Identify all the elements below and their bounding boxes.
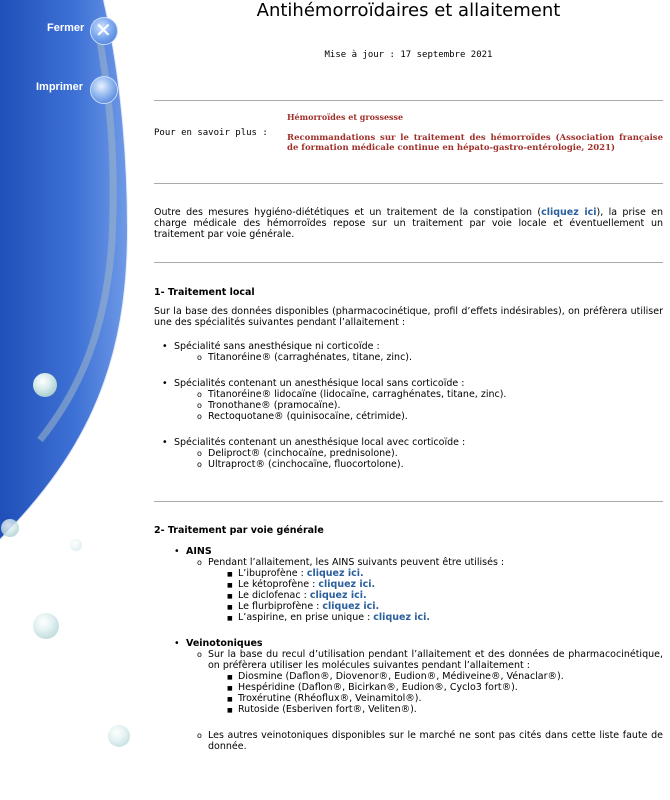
list-item: o Rectoquotane® (quinisocaïne, cétrimide). bbox=[208, 411, 654, 422]
drug-name: L’ibuprofène : bbox=[238, 568, 307, 579]
list-item bbox=[186, 546, 663, 623]
list-item bbox=[238, 590, 663, 601]
page-title: Antihémorroïdaires et allaitement bbox=[256, 0, 561, 21]
list-item bbox=[208, 557, 663, 623]
section2-title: 2- Traitement par voie générale bbox=[154, 525, 324, 536]
veino-text: Sur la base du recul d’utilisation pendant l’allaitement et des données de pharmacocinétique, on préfèrera utiliser les molécules suivantes pendant l’allaitement : bbox=[208, 649, 663, 671]
list-item bbox=[238, 568, 663, 579]
separator bbox=[154, 262, 663, 263]
separator bbox=[154, 100, 663, 101]
constipation-link[interactable]: cliquez ici bbox=[541, 207, 597, 218]
list-item bbox=[238, 601, 663, 612]
group-label: Spécialités contenant un anesthésique local sans corticoïde : bbox=[174, 378, 465, 389]
pregnancy-link[interactable]: Hémorroïdes et grossesse bbox=[287, 112, 404, 122]
separator bbox=[154, 501, 663, 502]
drug-name: L’aspirine, en prise unique : bbox=[238, 612, 374, 623]
recommendations-link[interactable]: Recommandations sur le traitement des hémorroïdes (Association française de formation médicale continue en hépato-gastro-entérologie, 2021) bbox=[287, 133, 663, 153]
list-item bbox=[174, 378, 654, 422]
group-label: Spécialité sans anesthésique ni corticoïde : bbox=[174, 341, 380, 352]
drug-link[interactable]: cliquez ici. bbox=[322, 601, 380, 612]
intro-text: Outre des mesures hygiéno-diététiques et un traitement de la constipation ( bbox=[154, 207, 542, 218]
close-label[interactable]: Fermer bbox=[47, 22, 85, 34]
separator bbox=[154, 183, 663, 184]
list-item: o Titanoréine® lidocaïne (lidocaïne, carraghénates, titane, zinc). bbox=[208, 389, 654, 400]
print-icon[interactable] bbox=[90, 76, 118, 104]
drug-link[interactable]: cliquez ici. bbox=[306, 568, 364, 579]
list-item bbox=[238, 612, 663, 623]
list-item: o Deliproct® (cinchocaïne, prednisolone). bbox=[208, 448, 654, 459]
veino-label: Veinotoniques bbox=[186, 638, 263, 649]
list-item: o Ultraproct® (cinchocaïne, fluocortolone). bbox=[208, 459, 654, 470]
intro-paragraph bbox=[154, 207, 663, 240]
list-item: o Titanoréine® (carraghénates, titane, zinc). bbox=[208, 352, 654, 363]
list-item bbox=[238, 579, 663, 590]
sidebar bbox=[0, 0, 135, 800]
update-date: Mise à jour : 17 septembre 2021 bbox=[324, 50, 493, 60]
drug-name: Le flurbiprofène : bbox=[238, 601, 323, 612]
drug-name: Le kétoprofène : bbox=[238, 579, 319, 590]
list-item: o Tronothane® (pramocaïne). bbox=[208, 400, 654, 411]
section1-text: Sur la base des données disponibles (pharmacocinétique, profil d’effets indésirables), on préfèrera utiliser une des spécialités suivantes pendant l’allaitement : bbox=[154, 306, 663, 328]
ains-label: AINS bbox=[186, 546, 212, 557]
print-label[interactable]: Imprimer bbox=[36, 81, 84, 93]
drug-link[interactable]: cliquez ici. bbox=[309, 590, 367, 601]
intro-text-end: ), la prise en charge médicale des hémorroïdes repose sur un traitement par voie locale et éventuellement un traitement par voie générale. bbox=[154, 207, 664, 240]
group-label: Spécialités contenant un anesthésique local avec corticoïde : bbox=[174, 437, 466, 448]
list-item bbox=[174, 341, 654, 363]
list-item: ■ Troxérutine (Rhéoflux®, Veinamitol®). bbox=[238, 693, 663, 704]
main-content bbox=[154, 0, 663, 800]
drug-name: Le diclofenac : bbox=[238, 590, 310, 601]
section1-title: 1- Traitement local bbox=[154, 287, 255, 298]
list-item bbox=[174, 437, 654, 470]
list-item: ■ Rutoside (Esberiven fort®, Veliten®). bbox=[238, 704, 663, 715]
list-item bbox=[208, 649, 663, 715]
list-item bbox=[186, 638, 663, 752]
sidebar-background bbox=[0, 0, 135, 800]
drug-link[interactable]: cliquez ici. bbox=[318, 579, 376, 590]
local-treatments bbox=[174, 341, 654, 470]
list-item: ■ Diosmine (Daflon®, Diovenor®, Eudion®, Médiveine®, Vénaclar®). bbox=[238, 671, 663, 682]
more-info-label: Pour en savoir plus : bbox=[154, 128, 268, 138]
list-item: ■ Hespéridine (Daflon®, Bicirkan®, Eudion®, Cyclo3 fort®). bbox=[238, 682, 663, 693]
general-treatments bbox=[186, 546, 663, 752]
drug-link[interactable]: cliquez ici. bbox=[373, 612, 431, 623]
list-item: o Les autres veinotoniques disponibles sur le marché ne sont pas cités dans cette liste faute de donnée. bbox=[208, 730, 663, 752]
close-icon[interactable]: ✕ bbox=[90, 17, 118, 45]
ains-text: Pendant l’allaitement, les AINS suivants peuvent être utilisés : bbox=[208, 557, 505, 568]
